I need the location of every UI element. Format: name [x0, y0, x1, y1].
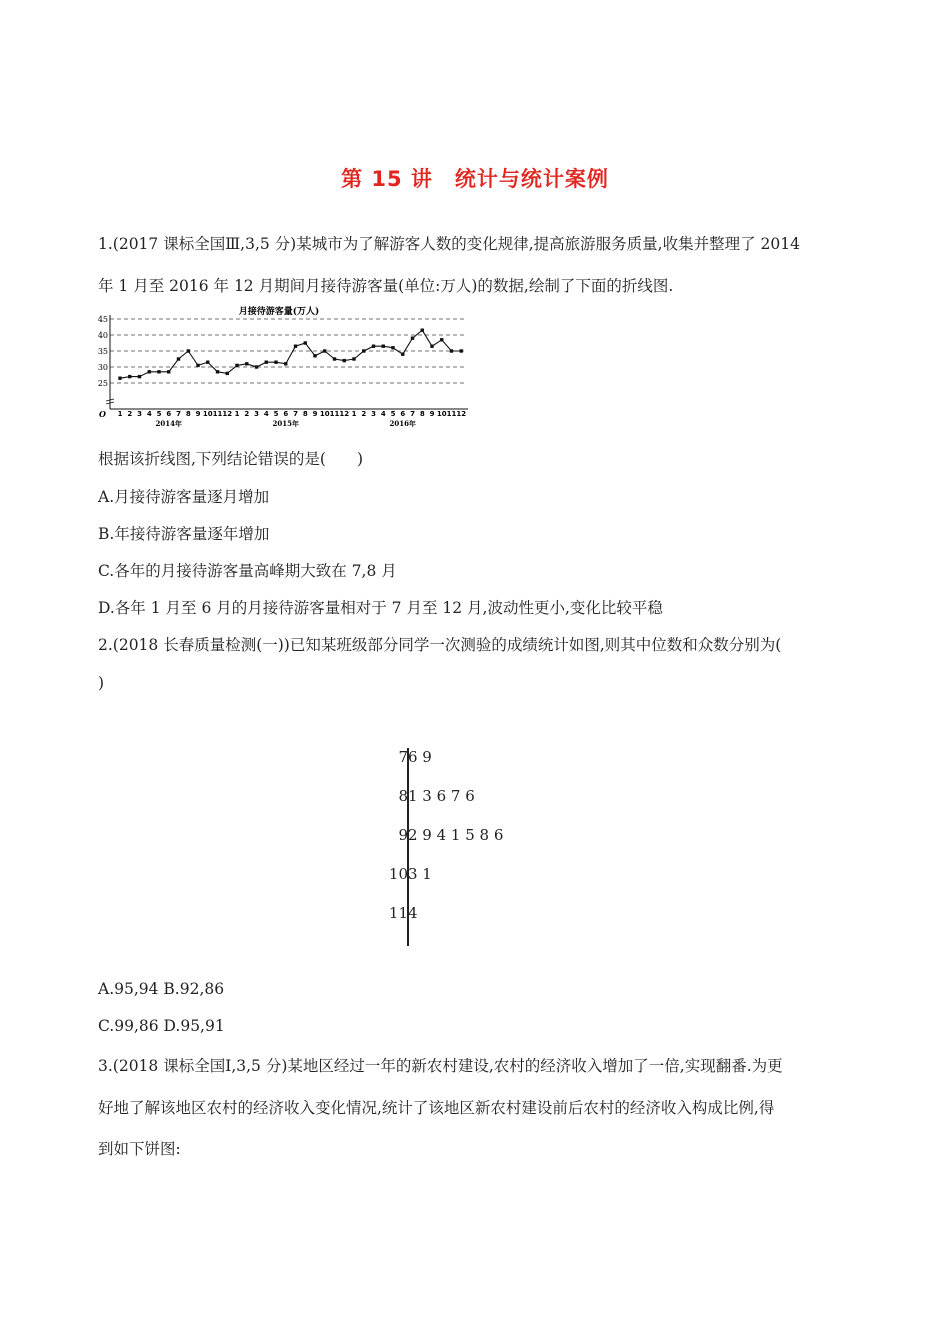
- data-point: [352, 357, 355, 360]
- x-tick-label: 9: [195, 410, 201, 418]
- data-point: [157, 370, 160, 373]
- q3-text-line2: 好地了解该地区农村的经济收入变化情况,统计了该地区新农村建设前后农村的经济收入构成比例,得: [98, 1099, 775, 1117]
- data-point: [382, 345, 385, 348]
- x-tick-label: 2: [244, 410, 250, 418]
- x-tick-label: 6: [283, 410, 289, 418]
- x-tick-label: 7: [176, 410, 181, 418]
- data-point: [440, 338, 443, 341]
- x-tick-label: 9: [429, 410, 435, 418]
- q1-option-b: B.年接待游客量逐年增加: [98, 525, 270, 543]
- leaf-values: 1 3 6 7 6: [408, 787, 475, 805]
- x-tick-label: 1: [234, 410, 240, 418]
- x-tick-label: 1: [117, 410, 123, 418]
- data-point: [226, 372, 229, 375]
- q1-text-line2: 年 1 月至 2016 年 12 月期间月接待游客量(单位:万人)的数据,绘制了下面的折线图.: [98, 277, 674, 295]
- x-tick-label: 11: [329, 410, 340, 418]
- stem-value: 8: [398, 787, 408, 805]
- y-tick-label: 30: [97, 363, 108, 372]
- x-tick-label: 4: [380, 410, 386, 418]
- x-tick-label: 4: [263, 410, 269, 418]
- data-point: [128, 375, 131, 378]
- x-tick-label: 8: [302, 410, 308, 418]
- q2-text-line1: 2.(2018 长春质量检测(一))已知某班级部分同学一次测验的成绩统计如图,则其中位数和众数分别为(: [98, 636, 782, 654]
- q2-text-line2: ): [98, 674, 105, 692]
- data-point: [265, 361, 268, 364]
- x-tick-label: 9: [312, 410, 318, 418]
- q2-options-ab: A.95,94 B.92,86: [98, 980, 225, 998]
- data-point: [245, 362, 248, 365]
- series-line: [120, 330, 461, 378]
- x-tick-label: 12: [339, 410, 350, 418]
- data-point: [323, 349, 326, 352]
- x-tick-label: 11: [212, 410, 223, 418]
- x-tick-label: 12: [222, 410, 233, 418]
- y-tick-label: 25: [97, 379, 108, 388]
- x-tick-label: 6: [400, 410, 406, 418]
- y-axis-ticks: [98, 315, 108, 419]
- stem-value: 7: [398, 748, 408, 766]
- year-label: 2016年: [389, 419, 416, 428]
- x-axis-ticks: [118, 410, 467, 418]
- data-point: [294, 345, 297, 348]
- year-label: 2015年: [272, 419, 299, 428]
- data-point: [362, 349, 365, 352]
- stem-value: 10: [388, 865, 408, 883]
- x-tick-label: 11: [446, 410, 457, 418]
- chart-title: 月接待游客量(万人): [238, 307, 320, 317]
- data-point: [411, 337, 414, 340]
- x-tick-label: 7: [410, 410, 415, 418]
- q1-text-line1: 1.(2017 课标全国Ⅲ,3,5 分)某城市为了解游客人数的变化规律,提高旅游服务质量,收集并整理了 2014: [98, 235, 800, 253]
- q2-options-cd: C.99,86 D.95,91: [98, 1017, 225, 1035]
- x-tick-label: 8: [419, 410, 425, 418]
- data-point: [391, 346, 394, 349]
- data-point: [118, 377, 121, 380]
- leaf-values: 3 1: [408, 865, 432, 883]
- data-point: [401, 353, 404, 356]
- data-point: [372, 345, 375, 348]
- series-polyline: [120, 330, 461, 378]
- q1-option-d: D.各年 1 月至 6 月的月接待游客量相对于 7 月至 12 月,波动性更小,变化比较平稳: [98, 599, 663, 617]
- data-point: [343, 359, 346, 362]
- x-tick-label: 8: [185, 410, 191, 418]
- x-tick-label: 2: [127, 410, 133, 418]
- x-tick-label: 7: [293, 410, 298, 418]
- data-point: [167, 370, 170, 373]
- x-tick-label: 1: [351, 410, 357, 418]
- x-tick-label: 5: [273, 410, 279, 418]
- data-point: [430, 345, 433, 348]
- data-point: [274, 361, 277, 364]
- leaf-values: 6 9: [408, 748, 432, 766]
- x-tick-label: 3: [137, 410, 142, 418]
- leaf-values: 2 9 4 1 5 8 6: [408, 826, 504, 844]
- data-point: [177, 357, 180, 360]
- x-tick-label: 5: [390, 410, 396, 418]
- x-tick-label: 10: [319, 410, 330, 418]
- x-tick-label: 5: [156, 410, 162, 418]
- x-tick-label: 10: [202, 410, 213, 418]
- stem-value: 11: [388, 904, 408, 922]
- x-tick-label: 3: [254, 410, 259, 418]
- year-label: 2014年: [155, 419, 182, 428]
- x-tick-label: 2: [361, 410, 367, 418]
- stem-value: 9: [398, 826, 408, 844]
- stem-leaf-plot: [380, 740, 580, 945]
- y-tick-label: 40: [97, 331, 108, 340]
- data-point: [235, 364, 238, 367]
- q1-option-a: A.月接待游客量逐月增加: [98, 488, 270, 506]
- y-tick-label: 35: [97, 347, 108, 356]
- data-point: [196, 364, 199, 367]
- x-tick-label: 6: [166, 410, 172, 418]
- y-tick-label: 45: [97, 315, 108, 324]
- x-tick-label: 4: [146, 410, 152, 418]
- data-point: [304, 341, 307, 344]
- data-point: [460, 349, 463, 352]
- data-point: [148, 370, 151, 373]
- q3-text-line3: 到如下饼图:: [98, 1140, 181, 1158]
- data-point: [206, 361, 209, 364]
- x-tick-label: 12: [456, 410, 467, 418]
- data-point: [187, 349, 190, 352]
- year-labels: [156, 419, 416, 428]
- data-point: [284, 362, 287, 365]
- data-point: [313, 354, 316, 357]
- line-chart: [96, 303, 476, 433]
- x-tick-label: 10: [436, 410, 447, 418]
- data-point: [421, 329, 424, 332]
- data-point: [138, 375, 141, 378]
- data-point: [450, 349, 453, 352]
- data-point: [255, 365, 258, 368]
- x-tick-label: 3: [371, 410, 376, 418]
- data-point: [216, 370, 219, 373]
- origin-label: O: [99, 409, 106, 419]
- data-point: [333, 357, 336, 360]
- q1-option-c: C.各年的月接待游客量高峰期大致在 7,8 月: [98, 562, 397, 580]
- q3-text-line1: 3.(2018 课标全国Ⅰ,3,5 分)某地区经过一年的新农村建设,农村的经济收入增加了一倍,实现翻番.为更: [98, 1057, 783, 1075]
- page-title: 第 15 讲 统计与统计案例: [341, 167, 609, 191]
- q1-prompt: 根据该折线图,下列结论错误的是( ): [98, 450, 364, 468]
- leaf-values: 4: [408, 904, 418, 922]
